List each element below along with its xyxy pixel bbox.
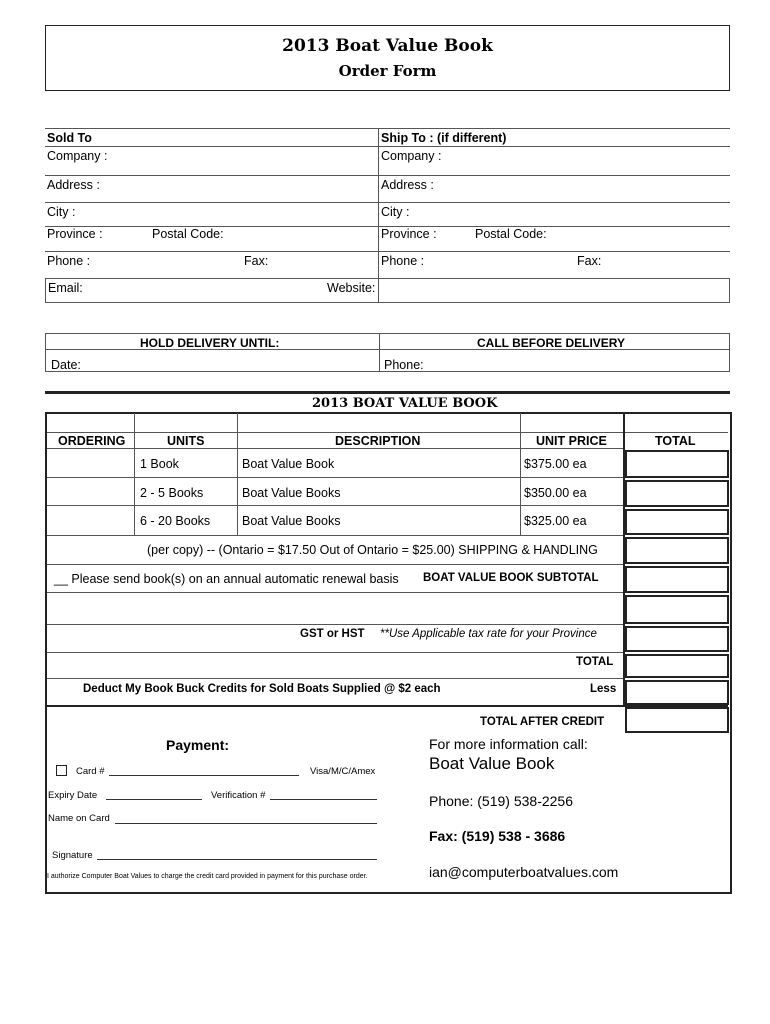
sold-to-address-field[interactable]: Address : bbox=[47, 178, 100, 192]
ship-to-heading: Ship To : (if different) bbox=[381, 131, 507, 145]
divider bbox=[45, 251, 730, 252]
title-box bbox=[45, 25, 730, 91]
less-label: Less bbox=[590, 683, 617, 695]
divider bbox=[378, 128, 379, 302]
ship-to-address-field[interactable]: Address : bbox=[381, 178, 434, 192]
row3-price: $325.00 ea bbox=[524, 514, 587, 528]
name-on-card-label: Name on Card bbox=[48, 813, 110, 824]
renewal-option[interactable]: __ Please send book(s) on an annual automatic renewal basis bbox=[54, 572, 399, 586]
total-input-less[interactable] bbox=[625, 680, 729, 705]
divider bbox=[237, 413, 238, 535]
contact-company: Boat Value Book bbox=[429, 754, 555, 773]
divider bbox=[47, 432, 728, 433]
total-input-blank[interactable] bbox=[625, 595, 729, 624]
gst-note: **Use Applicable tax rate for your Province bbox=[380, 628, 597, 640]
contact-email[interactable]: ian@computerboatvalues.com bbox=[429, 864, 619, 880]
row3-units: 6 - 20 Books bbox=[140, 514, 211, 528]
total-input-row2[interactable] bbox=[625, 480, 729, 507]
sold-to-postal-field[interactable]: Postal Code: bbox=[152, 227, 224, 241]
row1-units: 1 Book bbox=[140, 457, 179, 471]
total-input-shipping[interactable] bbox=[625, 537, 729, 564]
divider bbox=[47, 624, 625, 625]
signature-input[interactable] bbox=[97, 859, 377, 860]
credits-label: Deduct My Book Buck Credits for Sold Boats Supplied @ $2 each bbox=[83, 683, 441, 695]
divider bbox=[134, 413, 135, 535]
divider bbox=[45, 175, 730, 176]
ship-to-phone-field[interactable]: Phone : bbox=[381, 254, 425, 268]
ship-to-postal-field[interactable]: Postal Code: bbox=[475, 227, 547, 241]
divider bbox=[47, 592, 625, 593]
col-header-description: DESCRIPTION bbox=[335, 434, 421, 448]
subtotal-label: BOAT VALUE BOOK SUBTOTAL bbox=[423, 572, 599, 584]
row1-description: Boat Value Book bbox=[242, 457, 335, 471]
sold-to-phone-field[interactable]: Phone : bbox=[47, 254, 91, 268]
row2-price: $350.00 ea bbox=[524, 486, 587, 500]
shipping-label: (per copy) -- (Ontario = $17.50 Out of Ontario = $25.00) SHIPPING & HANDLING bbox=[147, 543, 598, 557]
signature-label: Signature bbox=[52, 850, 93, 861]
total-input-after-credit[interactable] bbox=[625, 707, 729, 733]
divider bbox=[45, 333, 46, 371]
card-number-label: Card # bbox=[76, 766, 105, 777]
ship-to-fax-field[interactable]: Fax: bbox=[577, 254, 602, 268]
call-before-heading: CALL BEFORE DELIVERY bbox=[477, 336, 626, 350]
divider bbox=[45, 333, 730, 334]
ship-to-province-field[interactable]: Province : bbox=[381, 227, 437, 241]
more-info-label: For more information call: bbox=[429, 736, 588, 752]
col-header-ordering: ORDERING bbox=[58, 434, 126, 448]
total-input-total[interactable] bbox=[625, 654, 729, 678]
divider bbox=[729, 333, 730, 371]
divider bbox=[47, 564, 625, 565]
email-field[interactable]: Email: bbox=[48, 281, 83, 295]
ship-to-company-field[interactable]: Company : bbox=[381, 149, 442, 163]
divider bbox=[45, 302, 730, 303]
divider bbox=[45, 278, 730, 279]
divider bbox=[45, 128, 730, 129]
sold-to-province-field[interactable]: Province : bbox=[47, 227, 103, 241]
divider bbox=[45, 146, 730, 147]
divider bbox=[379, 333, 380, 371]
row2-units: 2 - 5 Books bbox=[140, 486, 204, 500]
card-types-label: Visa/M/C/Amex bbox=[310, 766, 376, 777]
sold-to-fax-field[interactable]: Fax: bbox=[244, 254, 269, 268]
total-input-subtotal[interactable] bbox=[625, 566, 729, 593]
row3-description: Boat Value Books bbox=[242, 514, 341, 528]
expiry-label: Expiry Date bbox=[48, 790, 98, 801]
sold-to-heading: Sold To bbox=[47, 131, 92, 145]
sold-to-city-field[interactable]: City : bbox=[47, 205, 76, 219]
gst-label: GST or HST bbox=[300, 628, 365, 640]
divider bbox=[520, 413, 521, 535]
ship-to-city-field[interactable]: City : bbox=[381, 205, 410, 219]
col-header-total: TOTAL bbox=[655, 434, 696, 448]
divider bbox=[729, 278, 730, 302]
card-number-input[interactable] bbox=[109, 775, 299, 776]
expiry-input[interactable] bbox=[106, 799, 202, 800]
payment-heading: Payment: bbox=[166, 737, 230, 753]
row2-description: Boat Value Books bbox=[242, 486, 341, 500]
col-header-unit-price: UNIT PRICE bbox=[536, 434, 607, 448]
verification-input[interactable] bbox=[270, 799, 377, 800]
total-input-row1[interactable] bbox=[625, 450, 729, 478]
order-section-title: 2013 BOAT VALUE BOOK bbox=[312, 396, 498, 411]
form-subtitle: Order Form bbox=[338, 62, 437, 80]
section-rule bbox=[45, 391, 730, 394]
sold-to-company-field[interactable]: Company : bbox=[47, 149, 108, 163]
total-input-row3[interactable] bbox=[625, 509, 729, 535]
card-checkbox[interactable] bbox=[56, 765, 67, 776]
total-label: TOTAL bbox=[576, 656, 614, 668]
delivery-date-field[interactable]: Date: bbox=[51, 358, 81, 372]
contact-phone: Phone: (519) 538-2256 bbox=[429, 793, 573, 809]
name-on-card-input[interactable] bbox=[115, 823, 377, 824]
contact-fax: Fax: (519) 538 - 3686 bbox=[429, 828, 566, 844]
total-after-credit-label: TOTAL AFTER CREDIT bbox=[480, 716, 605, 728]
divider bbox=[45, 278, 46, 302]
verification-label: Verification # bbox=[211, 790, 266, 801]
hold-delivery-heading: HOLD DELIVERY UNTIL: bbox=[140, 336, 280, 350]
divider bbox=[47, 652, 625, 653]
divider bbox=[47, 535, 625, 536]
col-header-units: UNITS bbox=[167, 434, 205, 448]
divider bbox=[45, 202, 730, 203]
divider bbox=[47, 678, 625, 679]
form-title: 2013 Boat Value Book bbox=[282, 36, 493, 56]
delivery-phone-field[interactable]: Phone: bbox=[384, 358, 424, 372]
total-input-gst[interactable] bbox=[625, 626, 729, 652]
row1-price: $375.00 ea bbox=[524, 457, 587, 471]
website-field[interactable]: Website: bbox=[327, 281, 376, 295]
authorization-text: I authorize Computer Boat Values to charge the credit card provided in payment for this purchase order. bbox=[47, 873, 368, 880]
